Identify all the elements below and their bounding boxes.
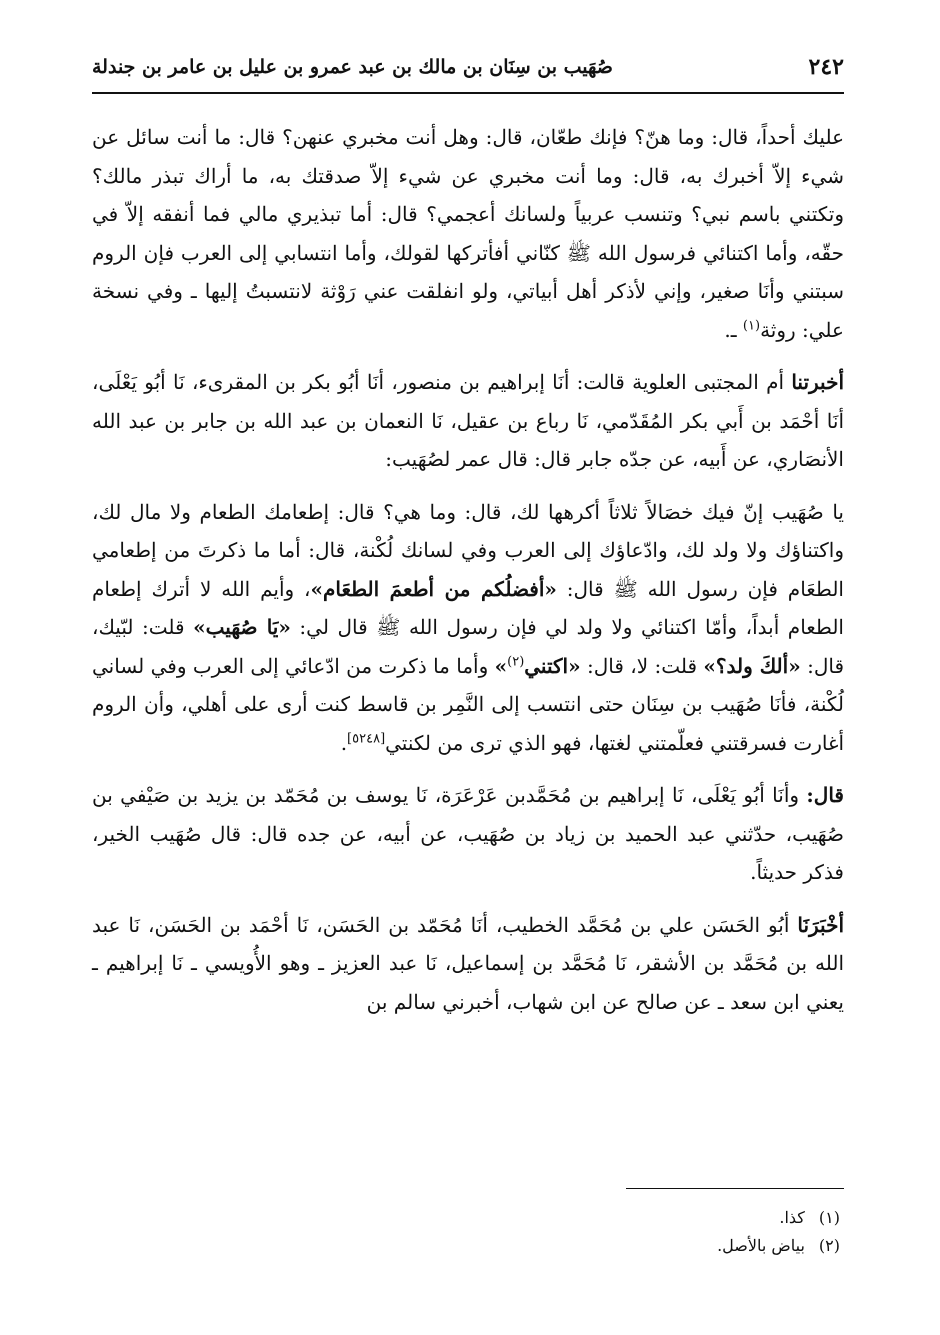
footnote-separator — [626, 1188, 844, 1189]
paragraph — [92, 906, 844, 1022]
text-run: أم المجتبى العلوية قالت: أنَا إبراهيم بن منصور، أنَا أبُو بكر بن المقرىء، نَا أبُو يَعْلَى، أنَا أحْمَد بن أَبي بكر المُقَدّمي، نَا رباع بن عقيل، نَا النعمان بن عبد الله بن جابر بن عبد الله الأنصَاري، عن أَبيه، عن جدّه جابر قال: قال عمر لصُهَيب: — [92, 370, 844, 471]
paragraph-lead-word: أخْبَرَنَا — [797, 912, 844, 937]
paragraph — [92, 363, 844, 479]
text-run: أبُو الحَسَن علي بن مُحَمَّد الخطيب، أنَا مُحَمّد بن الحَسَن، نَا أحْمَد بن الحَسَن، نَا عبد الله بن مُحَمَّد بن الأشقر، نَا مُحَمَّد بن إسماعيل، نَا عبد العزيز ـ وهو الأُويسي ـ نَا إبراهيم ـ يعني ابن سعد ـ عن صالح عن ابن شهاب، أخبرني سالم بن — [92, 912, 844, 1014]
footnote-text: كذا. — [779, 1208, 805, 1227]
hadith-quote: «ألكَ ولد؟» — [703, 653, 801, 678]
text-run: يا صُهَيب إنّ فيك خصَالاً ثلاثاً أكرهها لك، قال: وما هي؟ قال: إطعامك الطعام ولا مال لك، واكتناؤك ولا ولد لك، وادّعاؤك إلى العرب وفي لسانك لُكْنة، قال: أما ما ذكرتَ من إطعامي الطعَام فإن رسول الله ﷺ قال: — [92, 499, 844, 601]
hadith-quote: «أفضلُكم من أطعمَ الطعَام» — [310, 576, 557, 601]
footnotes — [92, 1204, 844, 1260]
page-number: ٢٤٢ — [808, 54, 844, 80]
footnote-number: (١) — [818, 1208, 840, 1227]
footnote-text: بياض بالأصل. — [717, 1236, 805, 1255]
text-run: ، وأيم الله لا أترك إطعام الطعام أبداً، وأمّا اكتنائي ولا ولد لي فإن رسول الله ﷺ قال لي: — [92, 576, 844, 639]
paragraph — [92, 776, 844, 892]
text-run: قلت: لا، قال: — [580, 653, 704, 678]
running-title: صُهَيب بن سِنَان بن مالك بن عبد عمرو بن عليل بن عامر بن جندلة — [92, 56, 613, 78]
footnote — [92, 1232, 844, 1260]
reference-number: [٥٢٤٨] — [347, 730, 386, 746]
page-header — [92, 48, 844, 94]
hadith-quote: » — [494, 653, 508, 678]
paragraph-lead-word: أخبرتنا — [791, 370, 844, 394]
text-run: ـ. — [724, 317, 743, 342]
text-run: عليك أحداً، قال: وما هنّ؟ فإنك طعّان، قال: وهل أنت مخبري عنهن؟ قال: ما أنت سائل عن شيء إلاّ أخبرك به، قال: وما أنت مخبري عن شيء إلاّ صدقتك به، ما أراك تبذر مالك؟ وتكتني باسم نبي؟ وتنسب عربياً ولسانك أعجمي؟ قال: أما تبذيري مالي فما أنفقه إلاّ في حقّه، وأما اكتنائي فرسول الله ﷺ كنّاني أفأتركها لقولك، وأما انتسابي إلى العرب فإن الروم سبتني وأنَا صغير، وإني لأذكر أهل أبياتي، ولو انفلقت عني رَوْثة لانتسبتُ إليها ـ وفي نسخة علي: روثة — [92, 125, 844, 342]
paragraph — [92, 493, 844, 763]
footnote-marker: (١) — [742, 317, 761, 333]
paragraph-lead-word: قال: — [806, 783, 844, 807]
text-run: قلت: لبّيك، قال: — [92, 615, 844, 678]
hadith-quote: «اكتني — [524, 653, 581, 678]
footnote — [92, 1204, 844, 1232]
body-text — [92, 118, 844, 1035]
text-run: . — [340, 730, 348, 755]
text-run: وأما ما ذكرت من ادّعائي إلى العرب وفي لساني لُكْنة، فأنَا صُهَيب بن سِنَان حتى انتسب إلى النَّمِر بن قاسط كنت أرى على أهلي، وأن الروم أغارت فسرقتني فعلّمتني لغتها، فهو الذي ترى من لكنتي — [91, 653, 844, 755]
footnote-marker: (٢) — [507, 653, 525, 669]
paragraph — [92, 118, 844, 349]
text-run: وأنَا أبُو يَعْلَى، نَا إبراهيم بن مُحَمَّدبن عَرْعَرَة، نَا يوسف بن مُحَمّد بن يزيد بن صَيْفي بن صُهَيب، حدّثني عبد الحميد بن زياد بن صُهَيب، عن أبيه، عن جده قال: قال صُهَيب الخير، فذكر حديثاً. — [92, 783, 844, 884]
hadith-quote: «يَا صُهَيب» — [193, 615, 291, 639]
footnote-number: (٢) — [818, 1236, 840, 1255]
